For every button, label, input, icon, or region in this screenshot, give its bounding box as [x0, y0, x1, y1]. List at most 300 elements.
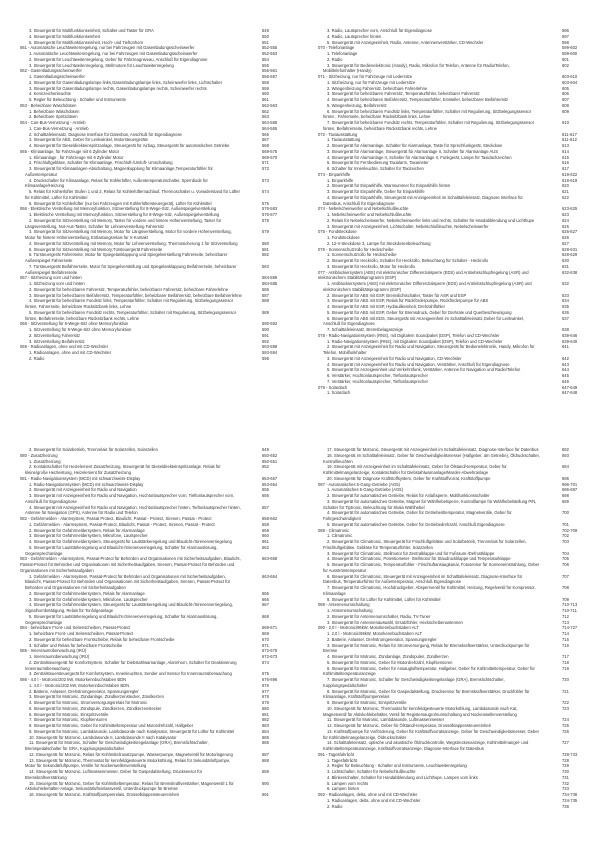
toc-entry	[318, 689, 588, 701]
toc-entry-title: 4. Steuergerät für beheizbaren Beifahrersitz, Temperaturfühler, Einsteller, beheizbarer Beifahrersitz	[327, 97, 509, 102]
toc-entry-title: 2. Steuergerät mit Anzeigeeinheit für Radio und Navigation, Steuergerät für Bedienelektronik, Handy, Mikrofon für Telefon, Mobilfunkhalter	[323, 344, 535, 355]
toc-section-heading	[20, 556, 290, 573]
toc-page-number: 720	[562, 677, 569, 682]
toc-entry-title: 081 - Radio-Navigationssystem (MCD) mit schwarz/weiss-Display	[20, 475, 141, 481]
toc-page-number: 581	[262, 246, 269, 252]
toc-page-number: 587	[262, 292, 269, 298]
toc-entry-title: 069 - Radioanlagen, ohne und mit CD-Wechsler	[20, 344, 109, 350]
toc-page-number: 569-570	[262, 154, 278, 160]
toc-page-number: 734-738	[562, 792, 578, 797]
toc-entry	[20, 574, 290, 591]
toc-page-number: 653-654	[262, 481, 278, 487]
toc-page-number: 628-631	[562, 246, 578, 252]
toc-page-number: 556-557	[262, 74, 278, 79]
toc-entry-title: 8. Steuergerät für Motronic, Geber für Kühlmitteltemperatur und Motordrehzahl, Hallgeber	[29, 723, 194, 728]
toc-entry-title: 3. Steuergerät für Einparkhilfe, Geber für Einparkhilfe	[327, 189, 425, 194]
toc-page-number: 605	[562, 85, 569, 91]
toc-entry-title: 088 - Climatronic	[318, 527, 350, 533]
toc-entry-title: 17. Steuergerät für Motronic, Steuergerät mit Anzeigeeinheit im Schalttafeleinsatz, Diagnose-Interface für Datenbus	[327, 447, 539, 452]
toc-entry-title: 2. Radio	[327, 56, 343, 62]
toc-entry-title: 2. Steuergerät für automatisches Getriebe, Relais für Anlaßsperre, Multifunktionsschalter	[327, 493, 490, 498]
toc-entry-title: 085 - Innenraumüberwachung (IRÜ)	[20, 648, 87, 654]
toc-entry-title: 4. Steuergerät für Gefahrmeldersystem, Steuergerät für Lautstärkeregelung und Blaulicht-/Sirenenverriegelung, Signalhornbetätigung, Relais für Tonfolgeanlage	[25, 602, 233, 613]
toc-entry-title: 067 - Sitzheizung vorn und hinten	[20, 275, 82, 281]
toc-entry-title: 2. Beheizbare Spritzdüsen	[29, 114, 78, 120]
toc-page-number: 727	[562, 740, 569, 746]
toc-entry-title: 6. Steuergerät für beheizbaren Fondsitz links, Temperaturfühler, Schalter mit Regulierung, Sitzbelegungssensor hinten , Fahrerseite, beheizbare Rücksitzbank links, Lehne	[323, 108, 532, 120]
toc-entry-title: 8. Steuergerät für für Lüfter für Kühlmittel, Lüfter für Kühlmittel	[327, 596, 441, 602]
toc-page-number: 643	[562, 361, 569, 367]
toc-page-number: 680	[262, 705, 269, 711]
toc-entry-title: 1. Gefahrmelden - Alarmsystem, Passat-Protect für Behörden und Organisationen mit Sicherheitsaufgaben, Blaulicht, Passat-Protect für Behörden und Organisationen mit Sicherheitsaufgaben, Sirenen, Passat-Protect für Behörden und Organisationen mit Sicherheitsaufgaben	[25, 573, 231, 590]
toc-entry-title: 5. Steuergerät für automatisches Getriebe, Geber für Getriebedrehzahl, Anschluß Eigendiagnose	[327, 521, 505, 527]
toc-entry-title: 2. Radio	[29, 355, 45, 361]
toc-entry	[318, 729, 588, 741]
toc-entry-title: 5. Steuergerät für Sitzverstellung mit Memory,Türsteuergerät Fahrerseite	[29, 246, 163, 252]
toc-entry	[20, 493, 290, 505]
toc-page-number: 563	[262, 114, 269, 120]
toc-entry-title: 3. Steuergerät für Leuchtweitenregelung, Stellmotore für Leuchtweitenregelung	[29, 62, 174, 68]
toc-page-number: 599-600	[562, 51, 578, 56]
toc-entry-title: 1. Tagesfahrlicht	[327, 757, 358, 763]
toc-page-number: 606	[562, 91, 569, 97]
toc-entry-title: 2. Sitzverstellung Fahrersitz	[29, 332, 81, 338]
toc-entry	[318, 281, 588, 293]
toc-page-number: 595	[262, 355, 269, 361]
toc-entry-title: 2. Steuergerät für Einparkhilfe, Warnsummer für Einparkhilfe hinten	[327, 183, 451, 189]
toc-page-number: 701	[562, 521, 569, 527]
toc-page-number: 599-602	[562, 45, 578, 51]
toc-entry-title: 4. Druckschalter für Klimaanlage, Relais für Kühlerlüfter, Außentemperaturschalter, Sperrdiode für Klimaanlage/Heizung	[25, 177, 208, 189]
toc-entry-title: 086 - 4,0 l - Motronic/202 kW, Motorkennbuchstaben BDN	[20, 677, 127, 682]
toc-page-number: 616	[562, 160, 569, 166]
toc-entry-title: 1. Solardach	[327, 390, 351, 396]
toc-entry-title: 3. Steuergerät für Motronic, Zündanlage, Zündkerzenstecker, Zündkerzen	[29, 694, 164, 700]
toc-page-number: 689	[262, 769, 269, 774]
toc-entry-title: 066 - Elektrische Verstellung mit Memoryfunktion, Sitzverstellung für 8-Wege-Sitz, Außenspiegelverstellung	[20, 206, 217, 212]
toc-page-number: 667	[262, 602, 269, 608]
toc-entry-title: 13. Steuergerät für Motronic, Thermostat für kennfeldgesteuerte Motorkühlung, Relais für Sekundärluftpumpe, Motor für Sekundärluftpumpe, Ventile für Nockenwellenverstellung	[25, 757, 231, 769]
toc-page-number: 707	[562, 573, 569, 579]
toc-entry-title: 13. Kraftstoffpumpe für Vorförderung, Geber für Kraftstoffvorratsanzeige, Geber für Geschwindigkeitsmesser, Geber für Kühlmittelmangelanzeige, Öldruckschalter	[323, 728, 540, 740]
toc-entry-title: 5. Steuergerät für Motronic, Geber für Motordrehzahl, Klopfsensoren	[327, 659, 453, 665]
toc-entry-title: 1. 4,0 l - Motronic/202 kW, Motorkennbuchstaben BDN	[29, 682, 130, 688]
toc-entry	[20, 792, 290, 798]
toc-entry-title: 2. Batterie, Anlasser, Drehstromgenerator, Spannungsregler	[29, 688, 139, 694]
toc-column-right	[318, 28, 588, 396]
toc-entry-title: 4. Steuergerät für beheizbaren Fondsitz links, Temperaturfühler, Schalter mit Regulierung, Sitzbelegungssensor hinten, Fahrerseite, beheizbare Rücksitzbank links, Lehne	[25, 298, 234, 309]
toc-page-number: 568	[262, 143, 269, 148]
toc-entry-title: 1. Nebelscheinwerfer und Nebelschlußleuchte	[327, 212, 412, 217]
toc-page-number: 591	[262, 332, 269, 338]
toc-entry-title: 1. Klimaanlage , für Fahrzeuge mit 6 Zylinder Motor	[29, 154, 124, 160]
toc-page-number: 615	[562, 154, 569, 160]
toc-page-number: 569-575	[262, 148, 278, 154]
toc-page-number: 736	[562, 803, 569, 809]
toc-entry-title: 4. Steuergerät mit Anzeigeeinheit für Radio und Navigation, Verstärker, Anschluß für Eigendiagnose	[327, 361, 510, 367]
toc-page-number: 626	[562, 235, 569, 240]
toc-entry-title: 4. Steuergerät für ABS mit ESP, Hydraulikeinheit, Drehzahlfühler	[327, 304, 445, 309]
toc-entry-title: 4. Steuergerät für Alarmanlage II, Schalter für Alarmanlage II, Funkgerät, Lampe für Taxidachzeichen	[327, 154, 512, 160]
toc-page-number: 564-568	[262, 120, 278, 125]
toc-entry	[318, 63, 588, 75]
toc-page-number: 693	[562, 452, 569, 458]
toc-page-number: 715	[562, 636, 569, 642]
toc-page-number: 596	[562, 28, 569, 33]
toc-page-number: 649	[262, 447, 269, 452]
toc-page-number: 724	[562, 717, 569, 723]
toc-page-number: 584-585	[262, 281, 278, 286]
toc-page-number: 658	[262, 521, 269, 527]
toc-entry-title: 2. Steuergerät für Solarbetrieb, Trennrelais für Solarzellen, Solarzellen	[29, 447, 158, 452]
toc-entry	[318, 574, 588, 586]
toc-entry-title: 4. Steuergerät für automatisches Getriebe, Geber für Getriebeöltemperatur, Magnetventile, Geber für Fahrgeschwindigkeit	[323, 510, 512, 521]
toc-page-number: 611-617	[562, 131, 577, 137]
toc-page-number: 672-675	[262, 648, 278, 654]
toc-entry-title: 6. Steuergerät für ABS mit EDS, Steuergerät mit Anzeigeeinheit im Schalttafeleinsatz,Geber für Lenkwinkel, Anschluß für Eigendiagnose	[323, 315, 525, 327]
toc-page-number: 552-553	[262, 51, 278, 56]
toc-entry-title: 2. Relais für Nebelscheinwerfer, Nebelscheinwerfer links und rechts, Schalter für Handabblendung und Lichthupe	[327, 217, 535, 223]
toc-entry-title: 1. Sonnenschutzrollo für Heckscheibe	[327, 252, 397, 258]
toc-page-number: 729	[562, 763, 569, 769]
toc-page-number: 700	[562, 510, 569, 516]
toc-entry-title: 3. Sitzverstellung Beifahrersitz	[29, 338, 85, 344]
toc-entry-title: 5. Relais für Kühlerlüfter Stufen 1 und 2, Relais für Kühlerlüfternachlauf, Thermoschalter u. Vorwiderstand für Lüfter für Kühlmittel, Lüfter für Kühlmittel	[25, 189, 240, 200]
toc-page-number: 691	[262, 792, 269, 797]
toc-page-number: 626-627	[562, 229, 578, 235]
toc-entry-title: 1. 2,0 l - Motronic/96kW, Motorkennbuchstaben ALT	[327, 631, 422, 636]
toc-entry-title: 076 - Sonnenschutzrollo für Heckscheibe	[318, 246, 394, 252]
toc-page-number: 590-592	[262, 321, 278, 327]
toc-column-left	[20, 28, 290, 362]
toc-entry-title: 1. Antiblockiersystem (ABS) mit elektronischer Differenzialsperre (EDS) und Antriebsschlupfregelung (ASR) und elektronischem Stabilitätsprogramm (ESP)	[323, 281, 532, 292]
toc-page-number: 609	[562, 108, 569, 114]
toc-page-number: 574	[262, 189, 269, 194]
toc-entry-title: 11. Steuergerät für Motronic, Lambdasonde, Luftmassenmesser	[327, 717, 445, 723]
toc-page-number: 682	[262, 717, 269, 723]
toc-page-number: 650-651	[262, 458, 278, 464]
toc-entry	[20, 356, 290, 362]
toc-entry	[20, 740, 290, 752]
toc-entry-title: 14. Schalttafeleinsatz, optische und akustische Öldruckkontrolle, Wegstreckenanzeige, Kühlmittelmangel- und Kühlmitteltemperaturanzeige, Kraftstoffvorratsanzeige, Diagnose-Interface für Datenbus	[323, 740, 529, 751]
toc-entry-title: 3. Zentralsteuersteuergerät für Komfortsystem, Innenleuchten, Sender und Sensor für Innenraumüberwachung	[29, 671, 232, 677]
toc-entry	[318, 643, 588, 655]
toc-entry-title: 3. Steuergerät für Gasentladungslampe rechts, Gasentladungslampe rechts, Scheinwerfer rechts	[29, 85, 207, 91]
toc-page-number: 639-646	[562, 332, 578, 338]
toc-entry-title: 2. Kontaktschalter für Heizelement Zusatzheizung, Steuergerät für Dieseldirekteinspritzanlage, Relais für kleine/große Heizleistung, Heizelement für Zusatzheizung	[25, 464, 221, 475]
toc-page-number: 662	[262, 544, 269, 550]
toc-entry-title: 6. Steuergerät für Climatronic, Steuergerät mit Anzeigeeinheit im Schalttafeleinsatz, Diagnose-Interface für Datenbus, Temperaturfühler für Außentemperatur, Anschluß Eigendiagnose	[323, 573, 523, 585]
toc-entry-title: 3. Steuergerät für Multifunktionseinheit, Schalter und Taster für GRA	[29, 28, 154, 33]
toc-page-number: 586	[262, 286, 269, 292]
toc-page-number: 652	[262, 464, 269, 470]
toc-page-number: 663-668	[262, 556, 278, 562]
toc-entry-title: 2. Steuergerät für Climatronic, Steuergerät für Frischluftgebläse und Solarbetrieb, Trennrelais für Solarzellen, Frischluftgebläse, Gebläse für Temperaturfühler, Solarzellen	[323, 539, 527, 550]
toc-entry-title: 1. Elektrische Verstellung mit Memoryfunktion, Sitzverstellung für 8-Wege-Sitz, Außenspiegelverstellung	[29, 212, 220, 217]
toc-page-number: 734-735	[562, 797, 578, 803]
toc-page-number: 669	[262, 631, 269, 636]
toc-page-number: 656	[262, 493, 269, 498]
toc-entry-title: 1. Can-Bus-Vernetzung - Antrieb	[29, 125, 89, 131]
toc-entry-title: 9. Steuergerät für Motronic, Einspritzventile	[327, 700, 407, 705]
toc-entry-title: 090 - 2,0 l - Motronic/96kW, Motorkennbuchstaben ALT	[318, 625, 419, 631]
toc-page-number: 573	[262, 177, 269, 183]
toc-entry-title: 2. Frischluftgebläse, Schalter für Klimaanlage, Frischluft-/Umluft- Umschaltung	[29, 160, 173, 166]
toc-entry	[20, 310, 290, 322]
toc-entry-title: 1. Sitzheizung vorn und hinten	[29, 281, 85, 286]
toc-page-number: 725	[562, 723, 569, 728]
toc-page-number: 552-555	[262, 45, 278, 51]
toc-page-number: 579	[262, 229, 269, 235]
toc-page-number: 576-583	[262, 206, 278, 212]
toc-page-number: 578	[262, 217, 269, 223]
toc-page-number: 592	[262, 338, 269, 344]
toc-page-number: 718	[562, 659, 569, 665]
toc-page-number: 672-673	[262, 654, 278, 659]
toc-page-number: 627	[562, 240, 569, 246]
toc-page-number: 657	[262, 504, 269, 510]
toc-page-number: 576-577	[262, 212, 278, 217]
toc-entry	[318, 740, 588, 752]
toc-entry-title: 4. Steuergerät für Motronic, Stromversorgungsrelais für Motronic	[29, 700, 148, 705]
toc-entry-title: 3. Steuergerät für ABS mit ESP, Relais für Rückförderpumpe, Rückförderpumpe für ABS	[327, 298, 489, 304]
toc-page-number: 708	[562, 585, 569, 590]
toc-page-number: 696-697	[562, 487, 578, 493]
toc-entry-title: 068 - Sitzverstellung für 8-Wege-Sitz ohne Memoryfunktion	[20, 321, 129, 327]
toc-entry-title: 5. Regler für Beleuchtung - Schalter und Instrumente	[29, 97, 126, 102]
toc-entry-title: 3. Steuergerät für Climatronic, Stellmotor für Zentralklappe und für Fußraum-/Defrostklappe	[327, 550, 495, 556]
toc-entry	[20, 545, 290, 557]
toc-entry-title: 5. Steuergerät für Lautstärkeregelung und Blaulicht-/Sirenenverriegelung, Schalter für Alarmauslösung, Gegensprechanlage	[25, 544, 218, 556]
toc-page-number: 628-629	[562, 252, 578, 258]
toc-entry	[20, 178, 290, 190]
toc-entry-title: 7. Steuergerät für Motronic, Schalter für Geschwindigkeitsregelanlage (GRA), Bremslichtschalter, Kupplungspedalschalter	[323, 677, 505, 688]
toc-page-number: 721	[562, 688, 569, 694]
toc-entry-title: 3. Steuergerät für Motronic, Relais für Stromversorgung, Relais für Bremskraftverstärker, Unterdruckpumpe für Bremse	[323, 642, 530, 654]
toc-entry-title: 5. Wangenheizung, Beifahrersitz	[327, 102, 387, 108]
toc-entry-title: 1. Zusatzheizung	[29, 458, 61, 464]
toc-entry-title: 1. Fondsteckdose	[327, 235, 360, 240]
toc-page-number: 714-727	[562, 625, 578, 631]
toc-page-number: 560	[262, 91, 269, 97]
toc-page-number: 630	[562, 258, 569, 263]
toc-page-number: 723	[562, 705, 569, 711]
toc-entry-title: 7. Türsteuergerät Beifahrerseite, Motor für Spiegelverstellung und Spiegelanklappung Beifahrerseite, beheizbarer Außenspiegel Beifahrerseite	[25, 263, 237, 275]
toc-page-number: 647-648	[562, 390, 578, 396]
toc-entry-title: 1. Einparkhilfe	[327, 177, 354, 183]
toc-entry	[20, 166, 290, 178]
toc-entry-title: 064 - Can-Bus-Vernetzung - Antrieb	[20, 120, 86, 125]
toc-page-number: 655	[262, 487, 269, 493]
toc-entry	[20, 602, 290, 614]
toc-entry	[20, 660, 290, 672]
toc-page-number: 704	[562, 550, 569, 556]
toc-entry	[20, 769, 290, 781]
toc-page-number: 650-652	[262, 452, 278, 458]
toc-entry-title: 4. Steuergerät für Gefahrmeldersystem, Steuergerät für Lautstärkeregelung und Blaulicht-/Sirenenverriegelung	[29, 539, 232, 544]
toc-entry-title: 5. Steuergerät für Climatronic, Temperaturfühler - Frischluftansaugkanal, Fotosensor für Sonneneinstrahlung, Geber für Ausströmtemperatur	[323, 562, 540, 573]
toc-entry-title: 4. Steuergerät für Climatronic, Potentiometer- Stellmotor für Staudruckklappe und Temperaturklappe	[327, 556, 511, 562]
toc-entry-title: 2. Steuergerät für Gasentladungslampe links,Gasentladungslampe links, Scheinwerfer links, Lichtschalter	[29, 79, 223, 85]
toc-entry-title: 3. Steuergerät mit Anzeigeeinheit für Radio und Navigation, Hochtonlautsprecher vorn, Tieftonlautsprecher vorn, Anschluß für Eigendiagnose	[25, 493, 235, 504]
toc-entry	[318, 804, 588, 810]
toc-page-number: 712	[562, 613, 569, 619]
toc-page-number: 663-664	[262, 573, 278, 579]
toc-page-number: 719	[562, 665, 569, 671]
toc-page-number: 732	[562, 780, 569, 786]
toc-page-number: 733	[562, 786, 569, 792]
toc-entry-title: 3. Steuergerät für beheizbaren Fahrersitz, Temperaturfühler, beheizbarer Fahrersitz	[327, 91, 480, 97]
toc-entry-title: 4. Blinkerschalter, Schalter für Handabblendung und Lichthupe, Lampen vorn links	[327, 774, 478, 780]
toc-page-number: 726	[562, 728, 569, 734]
toc-page-number: 634	[562, 298, 569, 304]
toc-page-number: 722	[562, 700, 569, 705]
toc-page-number: 731	[562, 774, 569, 780]
toc-page-number: 709	[562, 596, 569, 602]
toc-entry-title: 5. Steuergerät für Motronic, Zündspule, Zündkerzen, Zündkerzenstecker	[29, 705, 162, 711]
toc-page-number: 695	[562, 475, 569, 481]
toc-page-number: 688	[262, 757, 269, 763]
toc-entry-title: 4. Steuergerät für Motronic, Zündanlage, Zündspulen, Zündkerzen	[327, 654, 449, 659]
toc-page-number: 661	[262, 539, 269, 544]
toc-page-number: 614	[562, 148, 569, 154]
toc-page-number: 665	[262, 590, 269, 596]
toc-entry-title: 6. Schalter für Innenleuchte, Schalter für Taxizeichen	[327, 166, 424, 171]
toc-page-number: 670	[262, 636, 269, 642]
toc-entry-title: 4. Steuergerät mit Anzeigeeinheit für Radio und Navigation, Hochtonlautsprecher hinten, Tieftonlautsprecher hinten, Antenne für Navigation (GPS), Antenne für Radio und Telefon	[25, 504, 241, 516]
toc-entry-title: 2. Wangenheizung Fahrersitz, beheizbare Fahrerlehne	[327, 85, 428, 91]
toc-page-number: 620	[562, 183, 569, 189]
toc-page-number: 608	[562, 102, 569, 108]
toc-page-number: 617	[562, 166, 569, 171]
toc-page-number: 659	[262, 527, 269, 533]
toc-entry-title: 2. Zentralsteuergerät für Komfortsystem, Schalter für Diebstahlwarnanlage, Alarmhorn, Schalter für Deaktivierung Innenraumüberwachung	[25, 659, 237, 671]
toc-entry-title: 079 - Solardach	[318, 384, 348, 390]
toc-page-number: 602	[562, 62, 569, 68]
toc-entry-title: 7. Steuergerät für beheizbaren Fondsitz rechts, Temperaturfühler, Schalter mit Regulierung, Sitzbelegungssensor hinten, Beifahrerseite, beheizbare Rücksitzbank rechts, Lehne	[323, 120, 535, 131]
toc-entry	[318, 464, 588, 476]
toc-page-number: 611-612	[562, 137, 577, 143]
toc-entry-title: 7. Schalttafeleinsatz, Bremsbelaganzeige	[327, 327, 403, 332]
toc-page-number: 561	[262, 97, 269, 102]
toc-entry-title: 080 - Zusatzheizung	[20, 452, 58, 458]
toc-page-number: 558	[262, 79, 269, 85]
toc-entry	[318, 706, 588, 718]
toc-entry-title: 7. Steuergerät für Climatronic, Hochdruckgeber, Absperrventil für Kühlmittel, Heizung, Regelventil für Kompressor, Klimaanlage	[323, 585, 536, 596]
toc-page-number: 703	[562, 539, 569, 544]
toc-section-heading	[318, 270, 588, 282]
toc-entry-title: 2. Schalttafeleinsatz, Diagnose Interface für Datenbus, Anschluß für Eigendiagnose	[29, 131, 182, 137]
toc-entry-title: 2. 12-V-Steckdose 3, Lampe für Steckdosenbeleuchtung	[327, 240, 431, 246]
toc-page-number: 572	[262, 166, 269, 171]
toc-page-number: 610	[562, 120, 569, 125]
toc-entry-title: 16. Steuergerät für Motronic, Kraftstoffpumpenrelais, Drosselklappensteuereinheit	[29, 792, 179, 797]
toc-entry-title: 3. Schalter und Relais für beheizbare Frontscheibe	[29, 642, 123, 648]
toc-page-number: 584-589	[262, 275, 278, 281]
toc-entry-title: 6. Lampen hinten	[327, 786, 359, 792]
toc-page-number: 677	[262, 688, 269, 694]
toc-page-number: 717	[562, 654, 569, 659]
toc-entry-title: 1. Radioanlagen, ohne und mit CD-Wechsler	[29, 350, 112, 355]
toc-page-number: 706	[562, 562, 569, 567]
toc-entry	[318, 109, 588, 121]
toc-entry-title: 6. Steuergerät für Motronic, Einspritzventile	[29, 711, 109, 717]
toc-entry-title: 6. Steuergerät für Motronic, Geber für Ansauglufttemperatur, Hallgeber, Geber für Kühlmitteltemperatur, Geber für Kühlmitteltemperaturanzeige	[323, 665, 535, 677]
toc-entry	[318, 585, 588, 597]
toc-page-number: 705	[562, 556, 569, 562]
toc-entry-title: 074 - Nebelscheinwerfer und Nebelschlußleuchte	[318, 206, 409, 212]
toc-page-number: 566	[262, 131, 269, 137]
toc-page-number: 669-671	[262, 625, 278, 631]
toc-page-number: 702-709	[562, 527, 578, 533]
toc-entry-title: 063 - Beheizbare Waschdüsen	[20, 102, 77, 108]
toc-entry-title: 2. Steuergerät für Alarmanlage, Schalter für Alarmanlage, Taste für Sprechfunkgerät, Steckdose	[327, 143, 503, 148]
toc-entry-title: 1. Gefahrmelden - Alarmsystem, Passat-Protect, Blaulicht, Passat - Protect, Sirenen, Passat - Protect	[29, 521, 215, 527]
toc-entry-title: 14. Steuergerät für Motronic, Luftmassenmesser, Geber für Gaspedalstellung, Drucksensor für Bremskraftverstärkung	[25, 769, 203, 780]
toc-entry-title: 075 - Fondsteckdose	[318, 229, 357, 235]
toc-page-number: 597	[562, 33, 569, 39]
toc-entry-title: 2. Steuergerät mit Anzeigeeinheit für Radio und Navigation	[29, 487, 137, 493]
toc-entry-title: 1. Radioanlagen, delta, ohne und mit CD-Wechsler	[327, 797, 421, 803]
toc-entry	[318, 120, 588, 132]
toc-entry-title: 092 - Radioanlagen, delta, ohne und mit CD-Wechsler	[318, 792, 418, 797]
toc-column-left	[20, 447, 290, 798]
toc-entry-title: 7. Steuergerät für Motronic, Klopfsensoren	[29, 717, 108, 723]
toc-page-number: 567	[262, 137, 269, 143]
toc-page-number: 593-598	[262, 344, 278, 350]
toc-page-number: 699	[562, 498, 569, 504]
toc-page-number: 593-594	[262, 350, 278, 355]
toc-entry-title: 071 - Sitzheizung, nur für Fahrzeuge mit Ledersitze	[318, 74, 413, 79]
toc-page-number: 679	[262, 700, 269, 705]
toc-entry-title: 1. Automatisches 5-Gang-Getriebe (AG5)	[327, 487, 403, 493]
toc-entry-title: 2. Regler für Beleuchtung - Schalter und Instrumente, Leuchtweitenregelung	[327, 763, 467, 769]
toc-entry-title: 6. Steuergerät für Kühlerlüfter (nur bei Fahrzeugen mit Kühlerlüftersteuergerät), Lüfter für Kühlmittel	[29, 200, 212, 206]
toc-entry-title: 065 - Klimaanlage, für Fahrzeuge mit 6 Zylinder Motor	[20, 148, 120, 154]
toc-entry-title: 4. Steuergerät für Multifunktionseinheit	[29, 33, 100, 39]
toc-entry	[318, 677, 588, 689]
toc-entry-title: 083 - Gefahrmelden - Alarmsystem, Passat-Protect für Behörden und Organisationen mit Sicherheitsaufgaben, Blaulicht, Passat-Protect für Behörden und Organisationen mit Sicherheitsaufgaben, Sirenen, Passat-Protect für Behörden und Organisationen mit Sicherheitsaufgaben	[20, 556, 241, 573]
toc-page-number: 730	[562, 769, 569, 774]
toc-entry-title: 4. Steuergerät für Dieseldirekteinspritzanlage, Steuergerät für Airbag, Steuergerät für automatisches Getriebe	[29, 143, 230, 148]
toc-page-number: 623	[562, 212, 569, 217]
toc-entry-title: 10. Steuergerät für Motronic, Thermostat für kennfeldgesteuerte Motorkühlung, Lambdasonde nach Kat, Magnetventil für Aktivkohlebehälter, Ventil für Registersaugrohrumschaltung und Nockenwellenverstellung	[323, 705, 518, 717]
toc-entry	[20, 298, 290, 310]
toc-entry-title: 089 - Antennenumschaltung	[318, 602, 370, 608]
toc-entry-title: 2. Steuergerät für Gefahrmeldersystem, Relais für Alarmanlage	[29, 527, 145, 533]
toc-entry	[318, 666, 588, 678]
toc-page-number: 694	[562, 464, 569, 470]
toc-entry-title: 3. Steuergerät für Sitzverstellung mit Memory, Motor für Längsverstellung, Motor für vordere Höhenverstellung, Motor für hintere Höhenverstellung, Entlastungsrelais für X-Kontakt	[25, 229, 232, 240]
toc-entry-title: 15. Steuergerät für Motronic, Geber für Kühlmitteltemperatur, Relais für Bremskraftverstärker, Magnetventil 1 für Aktivkohlebehälter-Anlage, Sekundärlufteinlassventil, Unterdruckpumpe für Bremse	[25, 780, 234, 792]
toc-entry-title: 5. Lampen vorn rechts	[327, 780, 369, 786]
toc-entry-title: 3. Steuergerät für Klimaanlagen-Abschaltung, Magnetkupplung für Klimaanlage,Temperaturfühler für Außentemperatur	[25, 166, 213, 177]
toc-page-number: 550	[262, 33, 269, 39]
toc-entry-title: 1. Sitzverstellung für 8-Wege-Sitz ohne Memoryfunktion	[29, 327, 132, 332]
toc-page-number: 696-701	[562, 481, 578, 487]
toc-entry-title: 1. Beheizbare Waschdüsen	[29, 108, 80, 114]
toc-page-number: 728	[562, 757, 569, 763]
toc-entry-title: 2. Steuergerät für Sitzverstellung mit Memory, Taster für vordere und hintere Höhenverstellung, Taster für Längsverstellung, Not-Aus-Taster, Schalter für Lehnenverstellung Fahrersitz	[25, 217, 222, 229]
toc-page-number: 624	[562, 217, 569, 223]
toc-entry-title: 2. Steuergerät für beheizbare Frontscheibe, Relais für beheizbare Frontscheibe	[29, 636, 175, 642]
toc-entry-title: 4. Steuergerät für Sitzverstellung mit Memory, Motor für Lehnenverstellung, Thermosicherung 1 für Sitzverstellung	[29, 240, 238, 246]
toc-page-number: 603-604	[562, 79, 578, 85]
toc-page-number: 676	[262, 682, 269, 688]
toc-page-number: 622	[562, 194, 569, 200]
toc-page-number: 641	[562, 344, 569, 350]
toc-entry-title: 1. Radio-Navigationssystem (MCD) mit schwarz/weiss-Display	[29, 481, 144, 487]
